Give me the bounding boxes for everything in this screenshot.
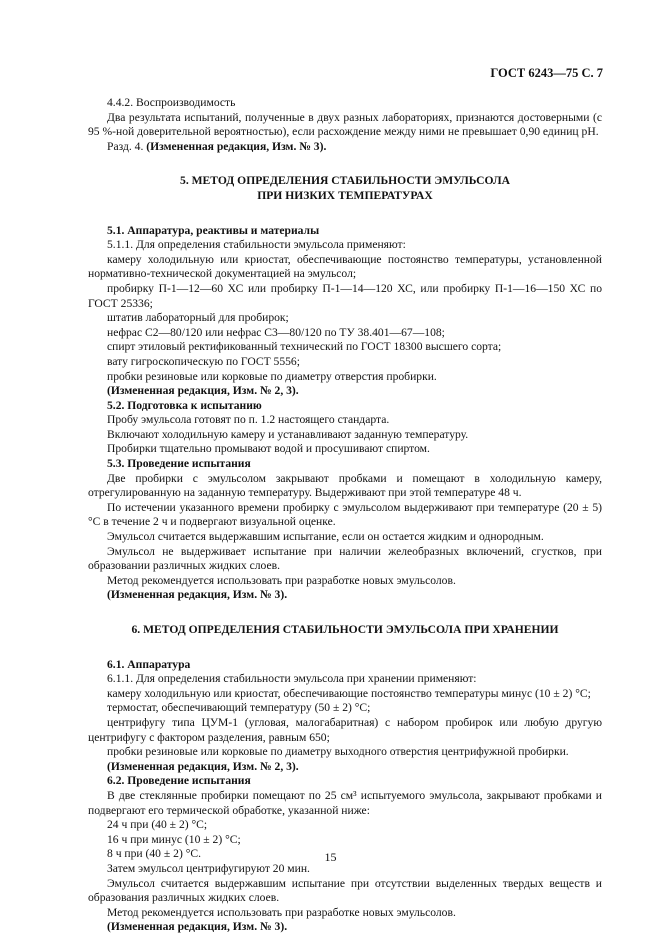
paragraph [88, 399, 602, 414]
page-header: ГОСТ 6243—75 С. 7 [490, 66, 603, 80]
paragraph [88, 920, 602, 935]
paragraph [88, 253, 602, 282]
bold-text: 6.1. Аппаратура [107, 657, 191, 671]
document-body [88, 96, 602, 935]
paragraph [88, 701, 602, 716]
paragraph [88, 745, 602, 760]
paragraph-text: 6.1.1. Для определения стабильности эмульсола при хранении применяют: [107, 672, 477, 686]
paragraph-text: Эмульсол считается выдержавшим испытание при отсутствии выделенных твердых веществ и образования различных жидких слоев. [88, 876, 602, 905]
bold-text: (Измененная редакция, Изм. № 3). [107, 588, 288, 602]
paragraph-text: термостат, обеспечивающий температуру (50 ± 2) °С; [107, 701, 371, 715]
paragraph-text: спирт этиловый ректификованный технический по ГОСТ 18300 высшего сорта; [107, 340, 502, 354]
paragraph [88, 111, 602, 140]
paragraph [88, 413, 602, 428]
spacer [88, 204, 602, 224]
spacer [88, 154, 602, 174]
paragraph-text: 4.4.2. Воспроизводимость [107, 96, 236, 109]
paragraph [88, 760, 602, 775]
bold-text: 6.2. Проведение испытания [107, 774, 251, 788]
paragraph-text: камеру холодильную или криостат, обеспечивающие постоянство температуры, установленной нормативно-технической документацией на эмульсол; [88, 252, 602, 281]
paragraph-text: Эмульсол считается выдержавшим испытание, если он остается жидким и однородным. [107, 530, 544, 544]
bold-text: (Измененная редакция, Изм. № 2, 3). [107, 759, 299, 773]
paragraph-text: Пробирки тщательно промывают водой и просушивают спиртом. [107, 442, 430, 456]
bold-text: (Измененная редакция, Изм. № 2, 3). [107, 384, 299, 398]
paragraph [88, 818, 602, 833]
paragraph [88, 96, 602, 111]
paragraph [88, 326, 602, 341]
paragraph-text: 6. МЕТОД ОПРЕДЕЛЕНИЯ СТАБИЛЬНОСТИ ЭМУЛЬСОЛА ПРИ ХРАНЕНИИ [131, 623, 559, 636]
paragraph-text: нефрас С2—80/120 или нефрас С3—80/120 по ТУ 38.401—67—108; [107, 325, 445, 339]
paragraph-text: ПРИ НИЗКИХ ТЕМПЕРАТУРАХ [257, 188, 433, 202]
paragraph [88, 282, 602, 311]
paragraph-text: Два результата испытаний, полученные в двух разных лабораториях, признаются достоверными (с 95 %-ной доверительной вероятностью), если расхождение между ними не превышает 0,90 единиц рН. [88, 110, 602, 139]
paragraph [88, 774, 602, 789]
page-number: 15 [324, 850, 337, 864]
paragraph [88, 224, 602, 239]
bold-text: 5.3. Проведение испытания [107, 457, 251, 471]
paragraph [88, 574, 602, 589]
paragraph [88, 238, 602, 253]
section-heading [88, 623, 602, 638]
paragraph [88, 384, 602, 399]
paragraph [88, 716, 602, 745]
paragraph-text: пробки резиновые или корковые по диаметру отверстия пробирки. [107, 369, 437, 383]
paragraph-text: По истечении указанного времени пробирку с эмульсолом выдерживают при температуре (20 ± 5) °С в течение 2 ч и подвергают визуальной оценке. [88, 500, 602, 529]
paragraph-text: штатив лабораторный для пробирок; [107, 311, 289, 325]
paragraph-text: Две пробирки с эмульсолом закрывают пробками и помещают в холодильную камеру, отрегулированную на заданную температуру. Выдерживают при этой температуре 48 ч. [88, 471, 602, 500]
section-heading [88, 174, 602, 189]
paragraph [88, 311, 602, 326]
paragraph [88, 140, 602, 155]
spacer [88, 603, 602, 623]
paragraph [88, 672, 602, 687]
paragraph-text: Метод рекомендуется использовать при разработке новых эмульсолов. [107, 905, 456, 919]
paragraph [88, 833, 602, 848]
paragraph [88, 370, 602, 385]
paragraph [88, 906, 602, 921]
paragraph-text: Эмульсол не выдерживает испытание при наличии желеобразных включений, сгустков, при образовании различных жидких слоев. [88, 544, 602, 573]
paragraph [88, 442, 602, 457]
paragraph-text: Затем эмульсол центрифугируют 20 мин. [107, 861, 310, 875]
paragraph-text: 16 ч при минус (10 ± 2) °С; [107, 832, 241, 846]
paragraph-text: 5. МЕТОД ОПРЕДЕЛЕНИЯ СТАБИЛЬНОСТИ ЭМУЛЬСОЛА [180, 174, 510, 188]
paragraph [88, 472, 602, 501]
paragraph-text: камеру холодильную или криостат, обеспечивающие постоянство температуры минус (10 ± 2) °С; [107, 686, 591, 700]
bold-text: 5.1. Аппаратура, реактивы и материалы [107, 223, 320, 237]
paragraph-text: Пробу эмульсола готовят по п. 1.2 настоящего стандарта. [107, 413, 390, 427]
paragraph [88, 530, 602, 545]
paragraph [88, 501, 602, 530]
paragraph [88, 588, 602, 603]
paragraph-text: пробки резиновые или корковые по диаметру выходного отверстия центрифужной пробирки. [107, 745, 569, 759]
paragraph [88, 687, 602, 702]
paragraph [88, 658, 602, 673]
paragraph [88, 789, 602, 818]
spacer [88, 638, 602, 658]
paragraph-text: 24 ч при (40 ± 2) °С; [107, 818, 208, 832]
paragraph-text: пробирку П-1—12—60 ХС или пробирку П-1—14—120 ХС, или пробирку П-1—16—150 ХС по ГОСТ 25336; [88, 281, 602, 310]
paragraph-text: Разд. 4. [107, 139, 147, 153]
section-heading [88, 189, 602, 204]
paragraph [88, 428, 602, 443]
paragraph-text: Включают холодильную камеру и устанавливают заданную температуру. [107, 427, 469, 441]
paragraph-text: Метод рекомендуется использовать при разработке новых эмульсолов. [107, 573, 456, 587]
paragraph-text: 8 ч при (40 ± 2) °С. [107, 847, 201, 861]
paragraph [88, 355, 602, 370]
bold-text: 5.2. Подготовка к испытанию [107, 398, 262, 412]
paragraph-text: центрифугу типа ЦУМ-1 (угловая, малогабаритная) с набором пробирок или любую другую центрифугу с фактором разделения, равным 650; [88, 715, 602, 744]
paragraph-text: вату гигроскопическую по ГОСТ 5556; [107, 354, 300, 368]
paragraph-text: В две стеклянные пробирки помещают по 25 см³ испытуемого эмульсола, закрывают пробками и подвергают его термической обработке, указанной ниже: [88, 788, 602, 817]
paragraph-text: 5.1.1. Для определения стабильности эмульсола применяют: [107, 238, 406, 252]
paragraph [88, 340, 602, 355]
paragraph [88, 545, 602, 574]
bold-text: (Измененная редакция, Изм. № 3). [107, 920, 288, 934]
bold-text: (Измененная редакция, Изм. № 3). [146, 139, 327, 153]
paragraph [88, 457, 602, 472]
paragraph [88, 877, 602, 906]
